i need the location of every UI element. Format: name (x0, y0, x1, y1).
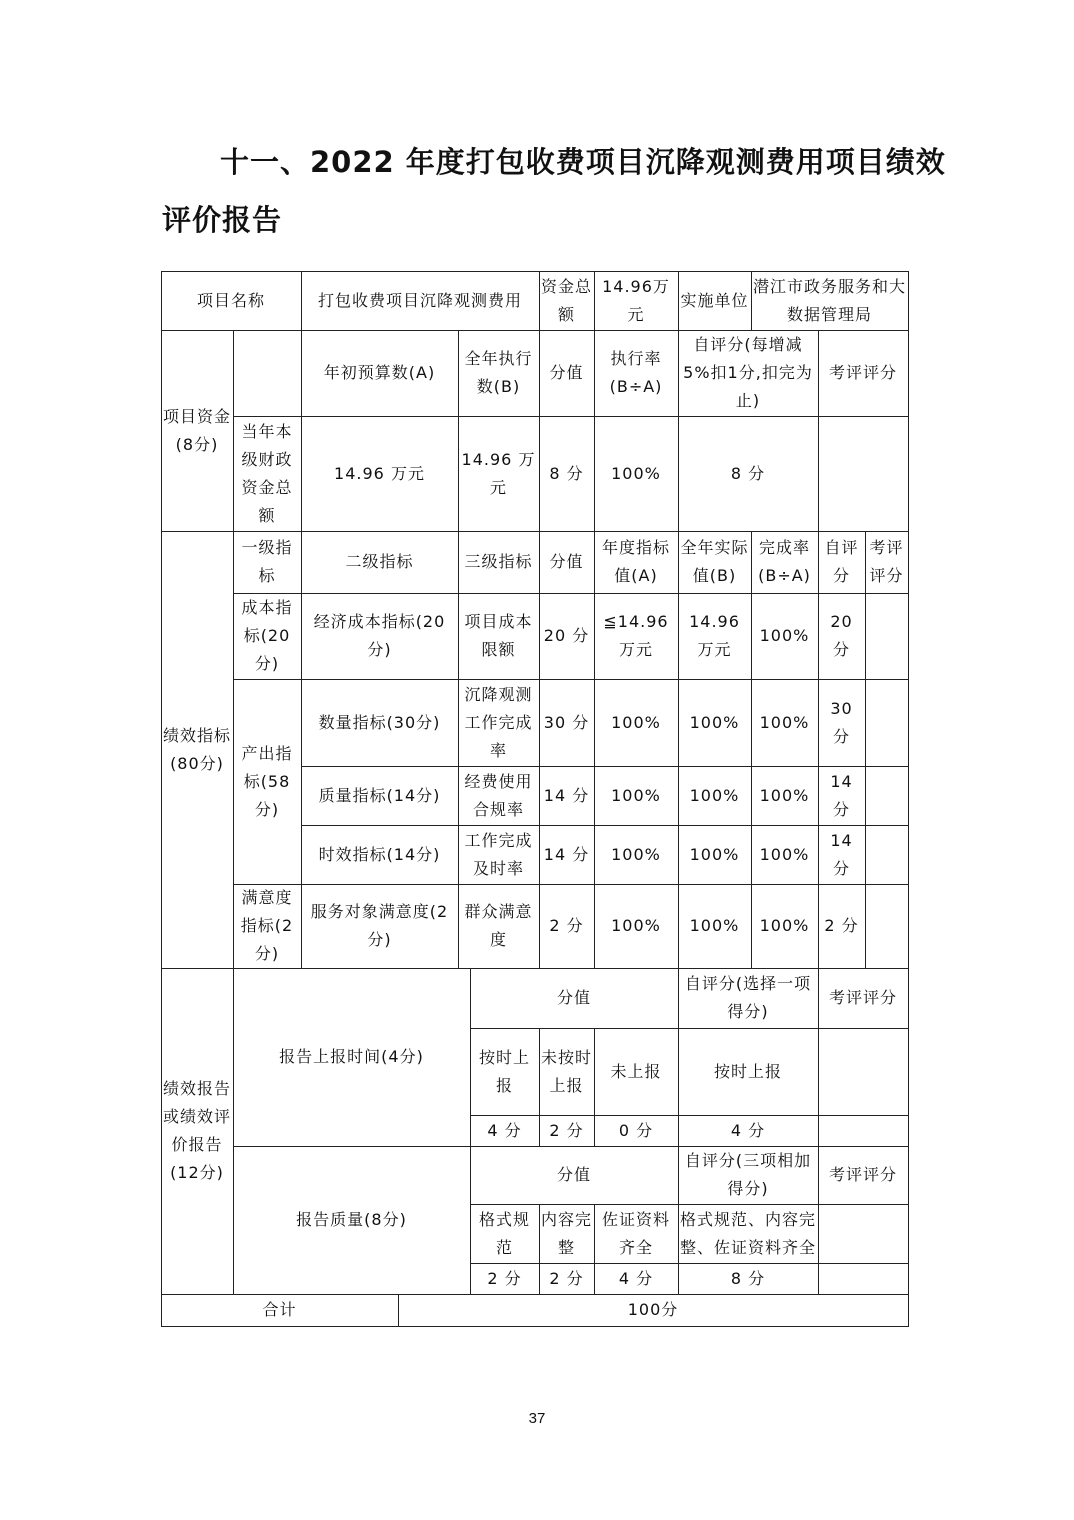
header-target-text: 年度指标值(A) (601, 538, 670, 585)
indicator-review-score (865, 825, 908, 884)
report-time-self-choice (678, 1028, 818, 1115)
header-level2 (301, 531, 458, 593)
indicator-actual-text: 14.96 万元 (689, 612, 740, 659)
indicator-score (539, 766, 594, 825)
funds-budget-value (301, 416, 458, 531)
indicator-rate (751, 825, 818, 884)
grid-line (470, 1115, 909, 1116)
indicator-actual (678, 593, 751, 679)
indicator-score-text: 30 分 (543, 712, 590, 732)
header-perf-self-text: 自评分 (824, 538, 859, 585)
header-annual-execution-text: 全年执行数(B) (464, 349, 533, 396)
implementing-unit-value-text: 潜江市政务服务和大数据管理局 (753, 276, 907, 324)
header-review-score-text: 考评评分 (828, 363, 897, 382)
indicator-actual (678, 825, 751, 884)
header-initial-budget-text: 年初预算数(A) (323, 363, 436, 382)
report-time-label (233, 968, 470, 1146)
header-initial-budget (301, 330, 458, 416)
criterion-content (539, 1204, 594, 1263)
indicator-score (539, 825, 594, 884)
funds-exec-value (458, 416, 539, 531)
indicator-review-score (865, 884, 908, 968)
indicator-level3-text: 工作完成及时率 (464, 830, 533, 878)
header-score-text: 分值 (549, 363, 584, 382)
header-target (594, 531, 678, 593)
report-quality-score-header-text: 分值 (556, 1165, 591, 1184)
report-time-review-header-text: 考评评分 (828, 988, 897, 1007)
indicator-level2 (301, 884, 458, 968)
indicator-self-score (818, 679, 865, 766)
grid-line (161, 1294, 909, 1295)
total-funds-value (594, 271, 678, 330)
report-time-self-header-text: 自评分(选择一项得分) (684, 974, 812, 1021)
indicator-level3-text: 群众满意度 (464, 902, 533, 949)
project-name-label (161, 271, 301, 330)
option-late-text: 未按时上报 (541, 1047, 593, 1095)
header-score (539, 330, 594, 416)
output-indicator-label-text: 产出指标(58分) (241, 743, 293, 819)
indicator-target (594, 884, 678, 968)
indicator-level3 (458, 825, 539, 884)
total-value (398, 1294, 908, 1326)
indicator-level2 (301, 766, 458, 825)
indicator-self-score (818, 884, 865, 968)
header-execution-rate-text: 执行率(B÷A) (609, 349, 663, 396)
header-self-score-text: 自评分(每增减5%扣1分,扣完为止) (683, 335, 813, 410)
grid-line (908, 271, 909, 1327)
report-time-review-header (818, 968, 908, 1028)
indicator-rate-text: 100% (759, 712, 810, 732)
option-not-reported-text: 未上报 (610, 1061, 662, 1081)
indicator-rate (751, 593, 818, 679)
score-ontime-text: 4 分 (487, 1120, 522, 1140)
grid-line (233, 593, 909, 594)
grid-line (594, 271, 595, 969)
project-name-value-text: 打包收费项目沉降观测费用 (317, 290, 522, 310)
indicator-review-score (865, 766, 908, 825)
score-not-reported (594, 1115, 678, 1146)
indicator-actual (678, 679, 751, 766)
score-format-text: 2 分 (487, 1268, 522, 1288)
indicator-actual-text: 100% (689, 916, 740, 935)
total-funds-label (539, 271, 594, 330)
header-actual (678, 531, 751, 593)
funds-row-label (233, 416, 301, 531)
header-perf-review-text: 考评评分 (869, 538, 904, 585)
project-name-value (301, 271, 539, 330)
funds-section-label-text: 项目资金(8分) (163, 406, 232, 454)
criterion-format (470, 1204, 539, 1263)
report-time-self-score (678, 1115, 818, 1146)
indicator-self-score-text: 14 分 (830, 830, 853, 878)
report-time-score-header-text: 分值 (556, 988, 591, 1007)
indicator-target (594, 679, 678, 766)
report-section-label-text: 绩效报告或绩效评价报告(12分) (163, 1079, 232, 1182)
total-funds-label-text: 资金总额 (541, 276, 593, 324)
header-completion-rate-text: 完成率(B÷A) (758, 538, 811, 585)
indicator-self-score-text: 2 分 (824, 916, 859, 935)
indicator-target-text: 100% (611, 785, 661, 805)
indicator-self-score (818, 766, 865, 825)
report-quality-self-header-text: 自评分(三项相加得分) (684, 1151, 812, 1198)
header-completion-rate (751, 531, 818, 593)
criterion-format-text: 格式规范 (478, 1209, 530, 1257)
indicator-level2-text: 数量指标(30分) (318, 712, 441, 732)
funds-row-label-text: 当年本级财政资金总额 (241, 421, 293, 525)
total-funds-value-text: 14.96万元 (602, 276, 670, 324)
indicator-score (539, 679, 594, 766)
total-label-text: 合计 (262, 1300, 297, 1319)
indicator-target-text: 100% (611, 844, 661, 864)
indicator-level3 (458, 679, 539, 766)
header-perf-score (539, 531, 594, 593)
report-quality-review-header-text: 考评评分 (828, 1165, 897, 1184)
indicator-rate (751, 884, 818, 968)
report-quality-label (233, 1146, 470, 1294)
indicator-self-score-text: 20 分 (830, 612, 853, 659)
indicator-review-score (865, 593, 908, 679)
header-actual-text: 全年实际值(B) (680, 538, 749, 585)
satisfaction-indicator-label (233, 884, 301, 968)
grid-line (161, 330, 909, 331)
indicator-rate (751, 766, 818, 825)
report-quality-self-choice (678, 1204, 818, 1263)
implementing-unit-label-text: 实施单位 (680, 290, 749, 310)
grid-line (398, 1294, 399, 1327)
report-quality-review-header (818, 1146, 908, 1204)
indicator-target (594, 766, 678, 825)
funds-self-value-text: 8 分 (730, 463, 766, 483)
indicator-self-score (818, 593, 865, 679)
report-quality-self-score-text: 8 分 (730, 1268, 766, 1288)
satisfaction-indicator-label-text: 满意度指标(2分) (240, 888, 294, 963)
grid-line (233, 330, 234, 1295)
score-format (470, 1263, 539, 1294)
indicator-level3-text: 经费使用合规率 (464, 771, 533, 819)
indicator-rate-text: 100% (759, 916, 810, 935)
indicator-score-text: 14 分 (543, 844, 590, 864)
indicator-level2 (301, 593, 458, 679)
score-content (539, 1263, 594, 1294)
perf-section-label (161, 531, 233, 968)
report-quality-label-text: 报告质量(8分) (296, 1210, 407, 1229)
grid-line (470, 968, 471, 1295)
indicator-level3 (458, 593, 539, 679)
header-perf-self (818, 531, 865, 593)
score-evidence (594, 1263, 678, 1294)
indicator-self-score-text: 30 分 (830, 698, 853, 746)
indicator-score-text: 14 分 (543, 785, 590, 805)
funds-exec-value-text: 14.96 万元 (461, 449, 536, 497)
grid-line (865, 531, 866, 969)
header-level3 (458, 531, 539, 593)
header-perf-score-text: 分值 (549, 552, 584, 571)
grid-line (539, 271, 540, 969)
grid-line (470, 1028, 909, 1029)
indicator-target-text: 100% (611, 916, 661, 935)
criterion-evidence (594, 1204, 678, 1263)
report-title-line1: 十一、2022 年度打包收费项目沉降观测费用项目绩效 (220, 145, 946, 179)
funds-rate-value (594, 416, 678, 531)
cost-indicator-label (233, 593, 301, 679)
grid-line (161, 271, 162, 1327)
page-number: 37 (528, 1410, 546, 1427)
score-not-reported-text: 0 分 (618, 1120, 654, 1140)
indicator-self-score (818, 825, 865, 884)
indicator-level3-text: 沉降观测工作完成率 (464, 684, 533, 760)
grid-line (161, 968, 909, 969)
report-quality-self-header (678, 1146, 818, 1204)
indicator-level3 (458, 766, 539, 825)
funds-rate-value-text: 100% (611, 463, 661, 483)
report-time-score-header (470, 968, 678, 1028)
option-ontime (470, 1028, 539, 1115)
project-name-label-text: 项目名称 (196, 290, 265, 310)
header-level1-text: 一级指标 (241, 538, 293, 585)
funds-section-label (161, 330, 233, 531)
indicator-score-text: 2 分 (549, 916, 584, 935)
implementing-unit-value (751, 271, 908, 330)
indicator-level2 (301, 679, 458, 766)
indicator-target (594, 593, 678, 679)
report-quality-self-choice-text: 格式规范、内容完整、佐证资料齐全 (680, 1209, 817, 1257)
grid-line (161, 531, 909, 532)
perf-section-label-text: 绩效指标(80分) (163, 725, 232, 773)
score-ontime (470, 1115, 539, 1146)
indicator-level2-text: 服务对象满意度(2分) (310, 902, 449, 949)
indicator-score (539, 884, 594, 968)
indicator-level2-text: 质量指标(14分) (318, 785, 441, 805)
indicator-level3 (458, 884, 539, 968)
indicator-rate (751, 679, 818, 766)
indicator-rate-text: 100% (759, 626, 810, 645)
total-value-text: 100分 (627, 1300, 679, 1319)
indicator-level2-text: 时效指标(14分) (318, 844, 441, 864)
grid-line (301, 271, 302, 969)
option-not-reported (594, 1028, 678, 1115)
option-ontime-text: 按时上报 (478, 1047, 530, 1095)
header-perf-review (865, 531, 908, 593)
grid-line (470, 1263, 909, 1264)
grid-line (470, 1204, 909, 1205)
grid-line (539, 1028, 540, 1147)
grid-line (818, 330, 819, 1295)
grid-line (539, 1204, 540, 1295)
report-time-label-text: 报告上报时间(4分) (279, 1047, 424, 1066)
header-level2-text: 二级指标 (345, 552, 414, 571)
indicator-rate-text: 100% (759, 844, 810, 864)
implementing-unit-label (678, 271, 751, 330)
indicator-target (594, 825, 678, 884)
cost-indicator-label-text: 成本指标(20分) (241, 598, 293, 673)
report-time-self-score-text: 4 分 (730, 1120, 766, 1140)
funds-budget-value-text: 14.96 万元 (334, 463, 425, 483)
indicator-self-score-text: 14 分 (830, 771, 853, 819)
header-level3-text: 三级指标 (464, 552, 533, 571)
option-late (539, 1028, 594, 1115)
report-time-self-choice-text: 按时上报 (713, 1061, 782, 1081)
indicator-actual-text: 100% (689, 844, 740, 864)
score-content-text: 2 分 (549, 1268, 584, 1288)
grid-line (594, 1028, 595, 1147)
indicator-actual (678, 766, 751, 825)
indicator-target-text: 100% (611, 712, 661, 732)
indicator-level2 (301, 825, 458, 884)
report-section-label (161, 968, 233, 1294)
grid-line (594, 1204, 595, 1295)
grid-line (751, 271, 752, 331)
criterion-content-text: 内容完整 (541, 1209, 593, 1257)
grid-line (233, 416, 909, 417)
header-level1 (233, 531, 301, 593)
criterion-evidence-text: 佐证资料齐全 (601, 1209, 670, 1257)
indicator-target-text: ≦14.96 万元 (603, 612, 669, 659)
grid-line (678, 271, 679, 1295)
grid-line (233, 1146, 909, 1147)
grid-line (458, 330, 459, 969)
report-title-line2: 评价报告 (162, 203, 283, 237)
funds-review-value (818, 416, 908, 531)
indicator-rate-text: 100% (759, 785, 810, 805)
output-indicator-label (233, 679, 301, 884)
header-review-score (818, 330, 908, 416)
report-time-self-header (678, 968, 818, 1028)
grid-line (161, 271, 909, 272)
indicator-score (539, 593, 594, 679)
header-self-score (678, 330, 818, 416)
indicator-level3-text: 项目成本限额 (464, 612, 533, 659)
total-label (161, 1294, 398, 1326)
score-evidence-text: 4 分 (618, 1268, 654, 1288)
grid-line (751, 531, 752, 969)
report-quality-score-header (470, 1146, 678, 1204)
indicator-actual-text: 100% (689, 712, 740, 732)
funds-score-value (539, 416, 594, 531)
score-late (539, 1115, 594, 1146)
indicator-review-score (865, 679, 908, 766)
grid-line (233, 679, 909, 680)
funds-score-value-text: 8 分 (549, 463, 584, 483)
grid-line (161, 1326, 909, 1327)
report-quality-self-score (678, 1263, 818, 1294)
header-execution-rate (594, 330, 678, 416)
indicator-level2-text: 经济成本指标(20分) (313, 612, 446, 659)
score-late-text: 2 分 (549, 1120, 584, 1140)
grid-line (233, 884, 909, 885)
indicator-actual (678, 884, 751, 968)
funds-self-value (678, 416, 818, 531)
indicator-actual-text: 100% (689, 785, 740, 805)
header-annual-execution (458, 330, 539, 416)
indicator-score-text: 20 分 (543, 626, 590, 645)
